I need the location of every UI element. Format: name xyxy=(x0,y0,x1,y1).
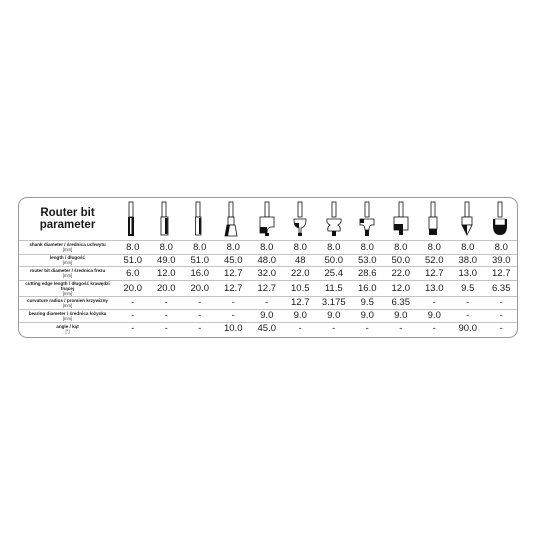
value-cell: 16.0 xyxy=(183,267,217,281)
value-cell: 3.175 xyxy=(317,296,351,309)
table-row xyxy=(19,254,518,267)
bit-column-12 xyxy=(485,198,519,241)
row-label xyxy=(19,322,116,335)
value-cell: - xyxy=(183,322,217,335)
v-groove-bit-icon xyxy=(459,201,477,237)
value-cell: 12.7 xyxy=(284,296,318,309)
value-cell: - xyxy=(485,296,519,309)
value-cell: 8.0 xyxy=(116,241,150,255)
value-cell: 39.0 xyxy=(485,254,519,267)
value-cell: - xyxy=(183,309,217,322)
value-cell: 12.7 xyxy=(250,280,284,296)
row-unit: [mm] xyxy=(62,260,73,266)
value-cell: 8.0 xyxy=(183,241,217,255)
row-label-text: router bit diameter / średnica frezu xyxy=(29,268,106,274)
row-label-text: length / długość xyxy=(49,255,86,261)
value-cell: 9.0 xyxy=(351,309,385,322)
value-cell: 12.7 xyxy=(217,267,251,281)
value-cell: 6.35 xyxy=(485,280,519,296)
value-cell: 8.0 xyxy=(451,241,485,255)
value-cell: 6.0 xyxy=(116,267,150,281)
row-label xyxy=(19,241,116,255)
value-cell: 51.0 xyxy=(116,254,150,267)
value-cell: 8.0 xyxy=(250,241,284,255)
value-cell: - xyxy=(451,309,485,322)
value-cell: 9.5 xyxy=(351,296,385,309)
row-label xyxy=(19,254,116,267)
row-label xyxy=(19,309,116,322)
value-cell: 49.0 xyxy=(150,254,184,267)
table-row xyxy=(19,241,518,255)
row-label xyxy=(19,296,116,309)
value-cell: 48.0 xyxy=(250,254,284,267)
value-cell: 13.0 xyxy=(418,280,452,296)
flush-trim-bit-icon xyxy=(425,201,443,237)
value-cell: 90.0 xyxy=(451,322,485,335)
row-unit: [°] xyxy=(65,328,70,334)
value-cell: - xyxy=(217,296,251,309)
value-cell: 6.35 xyxy=(384,296,418,309)
row-unit: [mm] xyxy=(62,273,73,279)
bit-column-8 xyxy=(351,198,385,241)
cove-bit-icon xyxy=(291,201,309,237)
bit-column-9 xyxy=(384,198,418,241)
roman-ogee-bit-icon xyxy=(325,201,343,237)
value-cell: 52.0 xyxy=(418,254,452,267)
table-title xyxy=(19,198,116,241)
value-cell: 9.0 xyxy=(384,309,418,322)
value-cell: 12.0 xyxy=(384,280,418,296)
value-cell: 9.0 xyxy=(284,309,318,322)
row-unit: [mm] xyxy=(62,302,73,308)
value-cell: 45.0 xyxy=(217,254,251,267)
row-unit: [mm] xyxy=(62,315,73,321)
value-cell: - xyxy=(418,296,452,309)
value-cell: 8.0 xyxy=(150,241,184,255)
value-cell: 22.0 xyxy=(384,267,418,281)
value-cell: - xyxy=(150,309,184,322)
row-label-text: curvature radius / promień krzywizny xyxy=(27,297,108,303)
value-cell: - xyxy=(150,322,184,335)
value-cell: 8.0 xyxy=(351,241,385,255)
value-cell: - xyxy=(485,322,519,335)
straight-bit-icon xyxy=(124,201,142,237)
value-cell: 9.0 xyxy=(250,309,284,322)
value-cell: 20.0 xyxy=(150,280,184,296)
value-cell: - xyxy=(250,296,284,309)
router-bit-parameter-table xyxy=(18,197,518,338)
value-cell: 9.5 xyxy=(451,280,485,296)
ogee-bit-icon xyxy=(358,201,376,237)
value-cell: 9.0 xyxy=(317,309,351,322)
value-cell: - xyxy=(150,296,184,309)
value-cell: - xyxy=(418,322,452,335)
table-row xyxy=(19,267,518,281)
value-cell: 10.0 xyxy=(217,322,251,335)
parameter-grid xyxy=(19,198,518,335)
value-cell: - xyxy=(451,296,485,309)
bit-column-6 xyxy=(284,198,318,241)
value-cell: - xyxy=(351,322,385,335)
value-cell: - xyxy=(384,322,418,335)
core-box-bit-icon xyxy=(492,201,510,237)
value-cell: 12.7 xyxy=(217,280,251,296)
value-cell: 12.7 xyxy=(418,267,452,281)
bit-column-7 xyxy=(317,198,351,241)
table-row xyxy=(19,280,518,296)
row-label xyxy=(19,280,116,296)
value-cell: 16.0 xyxy=(351,280,385,296)
value-cell: 8.0 xyxy=(384,241,418,255)
bit-column-2 xyxy=(150,198,184,241)
value-cell: 12.0 xyxy=(150,267,184,281)
value-cell: 28.6 xyxy=(351,267,385,281)
value-cell: 10.5 xyxy=(284,280,318,296)
value-cell: - xyxy=(317,322,351,335)
value-cell: 25.4 xyxy=(317,267,351,281)
value-cell: 53.0 xyxy=(351,254,385,267)
value-cell: - xyxy=(485,309,519,322)
row-label-text: bearing diameter / średnica łożyska xyxy=(28,310,107,316)
value-cell: 8.0 xyxy=(217,241,251,255)
value-cell: 20.0 xyxy=(183,280,217,296)
value-cell: 13.0 xyxy=(451,267,485,281)
value-cell: 50.0 xyxy=(317,254,351,267)
bit-column-10 xyxy=(418,198,452,241)
value-cell: 48 xyxy=(284,254,318,267)
title-line-2: parameter xyxy=(39,219,96,231)
dovetail-bit-icon xyxy=(224,201,242,237)
roundover-bit-wide-icon xyxy=(258,201,276,237)
value-cell: - xyxy=(217,309,251,322)
value-cell: - xyxy=(183,296,217,309)
value-cell: 22.0 xyxy=(284,267,318,281)
value-cell: 32.0 xyxy=(250,267,284,281)
value-cell: - xyxy=(116,322,150,335)
value-cell: - xyxy=(116,296,150,309)
value-cell: 11.5 xyxy=(317,280,351,296)
value-cell: 8.0 xyxy=(485,241,519,255)
value-cell: 8.0 xyxy=(284,241,318,255)
row-label-text: shank diameter / średnica uchwytu xyxy=(29,242,106,248)
row-unit: [mm] xyxy=(62,290,73,296)
row-label-text: cutting edge length / długość krawędzi tnącej xyxy=(25,280,110,291)
value-cell: 12.7 xyxy=(485,267,519,281)
row-unit: [mm] xyxy=(62,247,73,253)
straight-bit-narrow-icon xyxy=(191,201,209,237)
value-cell: 20.0 xyxy=(116,280,150,296)
straight-bit-short-icon xyxy=(157,201,175,237)
row-label-text: angle / kąt xyxy=(56,323,79,329)
value-cell: - xyxy=(116,309,150,322)
value-cell: 8.0 xyxy=(317,241,351,255)
table-row xyxy=(19,296,518,309)
value-cell: 38.0 xyxy=(451,254,485,267)
value-cell: - xyxy=(284,322,318,335)
bit-column-11 xyxy=(451,198,485,241)
value-cell: 9.0 xyxy=(418,309,452,322)
bit-column-4 xyxy=(217,198,251,241)
table-row xyxy=(19,322,518,335)
bit-column-5 xyxy=(250,198,284,241)
value-cell: 51.0 xyxy=(183,254,217,267)
rabbet-bit-icon xyxy=(392,201,410,237)
value-cell: 45.0 xyxy=(250,322,284,335)
bit-column-1 xyxy=(116,198,150,241)
value-cell: 50.0 xyxy=(384,254,418,267)
bit-column-3 xyxy=(183,198,217,241)
title-line-1: Router bit xyxy=(40,206,95,219)
table-row xyxy=(19,309,518,322)
row-label xyxy=(19,267,116,281)
value-cell: 8.0 xyxy=(418,241,452,255)
